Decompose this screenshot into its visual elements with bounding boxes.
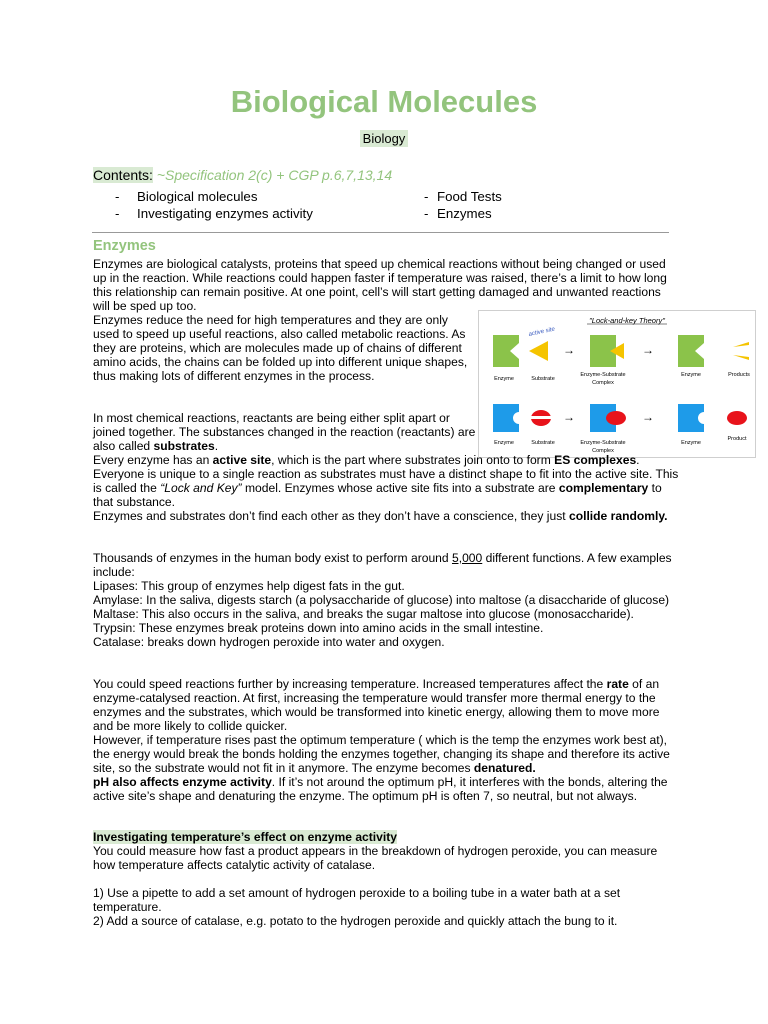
list-item: - Investigating enzymes activity	[115, 206, 313, 221]
contents-label: Contents:	[93, 167, 153, 183]
contents-spec: ~Specification 2(c) + CGP p.6,7,13,14	[152, 167, 393, 183]
active-site-annotation: active site	[528, 326, 556, 338]
section-heading-enzymes: Enzymes	[93, 238, 156, 254]
list-item: Maltase: This also occurs in the saliva, and breaks the sugar maltose into glucose (monosaccharide).	[93, 607, 634, 621]
lock-and-key-figure	[478, 310, 756, 458]
svg-text:Complex: Complex	[592, 380, 614, 386]
arrow: →	[642, 410, 654, 424]
svg-text:Substrate: Substrate	[531, 440, 555, 446]
enzyme-shape	[493, 404, 519, 432]
enzyme-shape	[678, 404, 704, 432]
subject-label: Biology	[0, 131, 768, 146]
svg-text:Substrate: Substrate	[531, 376, 555, 382]
product-shape	[727, 411, 747, 425]
step-1: 1) Use a pipette to add a set amount of hydrogen peroxide to a boiling tube in a water bath at a set temperature.	[93, 886, 621, 914]
document-title: Biological Molecules	[230, 84, 538, 119]
svg-text:Enzyme: Enzyme	[681, 440, 701, 446]
arrow: →	[563, 343, 575, 357]
investigation-heading: Investigating temperature’s effect on enzyme activity	[93, 830, 398, 844]
svg-text:Complex: Complex	[592, 448, 614, 454]
paragraph-temperature: You could speed reactions further by increasing temperature. Increased temperatures affect the rate of an enzyme-catalysed reaction. At first, increasing the temperature would transfer more thermal energy to the enzymes and the substrates, which would be transformed into kinetic energy, allowing them to move more and be more likely to collide quicker. However, if temperature rises past the optimum temperature ( which is the temp the enzymes work best at), the energy would break the bonds holding the enzymes together, changing its shape and therefore its active site, so the substrate would not fit in it anymore. The enzyme becomes denatured.	[93, 677, 670, 775]
list-item: Lipases: This group of enzymes help digest fats in the gut.	[93, 579, 405, 593]
svg-text:Enzyme: Enzyme	[494, 440, 514, 446]
contents-list-left	[115, 188, 313, 222]
complex-substrate	[606, 411, 626, 425]
paragraph-substrates: In most chemical reactions, reactants are being either split apart or joined together. The substances changed in the reaction (reactants) are also called substrates.	[93, 411, 476, 453]
lock-and-key-diagram	[479, 311, 755, 457]
paragraph-functions: Thousands of enzymes in the human body exist to perform around 5,000 different functions. A few examples include: Lipases: This group of enzymes help digest fats in the gut. Amylase: In the saliva, digests starch (a polysaccharide of glucose) into maltose (a disaccharide of glucose) Maltase: This also occurs in the saliva, and breaks the sugar maltose into glucose (monosaccharide). Trypsin: These enzymes break proteins down into amino acids in the small intestine. Catalase: breaks down hydrogen peroxide into water and oxygen.	[93, 551, 679, 649]
svg-text:Enzyme-Substrate: Enzyme-Substrate	[580, 440, 626, 446]
list-item: - Food Tests	[424, 189, 502, 204]
figure-title: "Lock-and-key Theory"	[589, 316, 665, 325]
enzyme-shape	[493, 335, 519, 367]
list-item: - Biological molecules	[115, 189, 258, 204]
paragraph-metabolic: Enzymes reduce the need for high temperatures and they are only used to speed up useful reactions, also called metabolic reactions. As they are proteins, which are molecules made up of chains of different amino acids, the chains can be folded up into different unique shapes, thus making lots of different enzymes in the process.	[93, 313, 468, 383]
step-2: 2) Add a source of catalase, e.g. potato to the hydrogen peroxide and quickly attach the bung to it.	[93, 914, 618, 928]
list-item: Trypsin: These enzymes break proteins down into amino acids in the small intestine.	[93, 621, 544, 635]
arrow: →	[563, 410, 575, 424]
list-item: - Enzymes	[424, 206, 492, 221]
list-item: Amylase: In the saliva, digests starch (a polysaccharide of glucose) into maltose (a disaccharide of glucose)	[93, 593, 670, 607]
paragraph-intro: Enzymes are biological catalysts, proteins that speed up chemical reactions without being changed or used up in the reaction. While reactions could happen faster if temperature was raised, there’s a limit to how long this relationship can remain positive. At one point, cell’s will start getting damaged and unwanted reactions will be sped up too.	[93, 257, 667, 313]
paragraph-ph: pH also affects enzyme activity. If it’s not around the optimum pH, it interferes with the bonds, altering the active site’s shape and denaturing the enzyme. The optimum pH is often 7, so neutral, but not always.	[93, 775, 668, 803]
svg-text:Enzyme: Enzyme	[494, 376, 514, 382]
products-shape	[733, 342, 749, 360]
svg-text:Products: Products	[728, 372, 750, 378]
list-item: Catalase: breaks down hydrogen peroxide into water and oxygen.	[93, 635, 445, 649]
svg-text:Enzyme-Substrate: Enzyme-Substrate	[580, 372, 626, 378]
enzyme-shape	[678, 335, 704, 367]
contents-line	[93, 167, 392, 183]
divider	[92, 232, 669, 233]
substrate-shape	[529, 341, 548, 361]
paragraph-active-site: Every enzyme has an active site, which is the part where substrates join onto to form ES complexes. Everyone is unique to a single reaction as substrates must have a distinct shape to fit into the active site. This is called the “Lock and Key” model. Enzymes whose active site fits into a substrate are complementary to that substance. Enzymes and substrates don’t find each other as they don’t have a conscience, they just collide randomly.	[93, 453, 679, 523]
paragraph-investigation: Investigating temperature’s effect on enzyme activity You could measure how fast a product appears in the breakdown of hydrogen peroxide, you can measure how temperature affects catalytic activity of catalase. 1) Use a pipette to add a set amount of hydrogen peroxide to a boiling tube in a water bath at a set temperature. 2) Add a source of catalase, e.g. potato to the hydrogen peroxide and quickly attach the bung to it.	[93, 830, 679, 928]
svg-text:Product: Product	[727, 436, 747, 442]
svg-text:Enzyme: Enzyme	[681, 372, 701, 378]
arrow: →	[642, 343, 654, 357]
contents-list-right	[424, 188, 502, 222]
